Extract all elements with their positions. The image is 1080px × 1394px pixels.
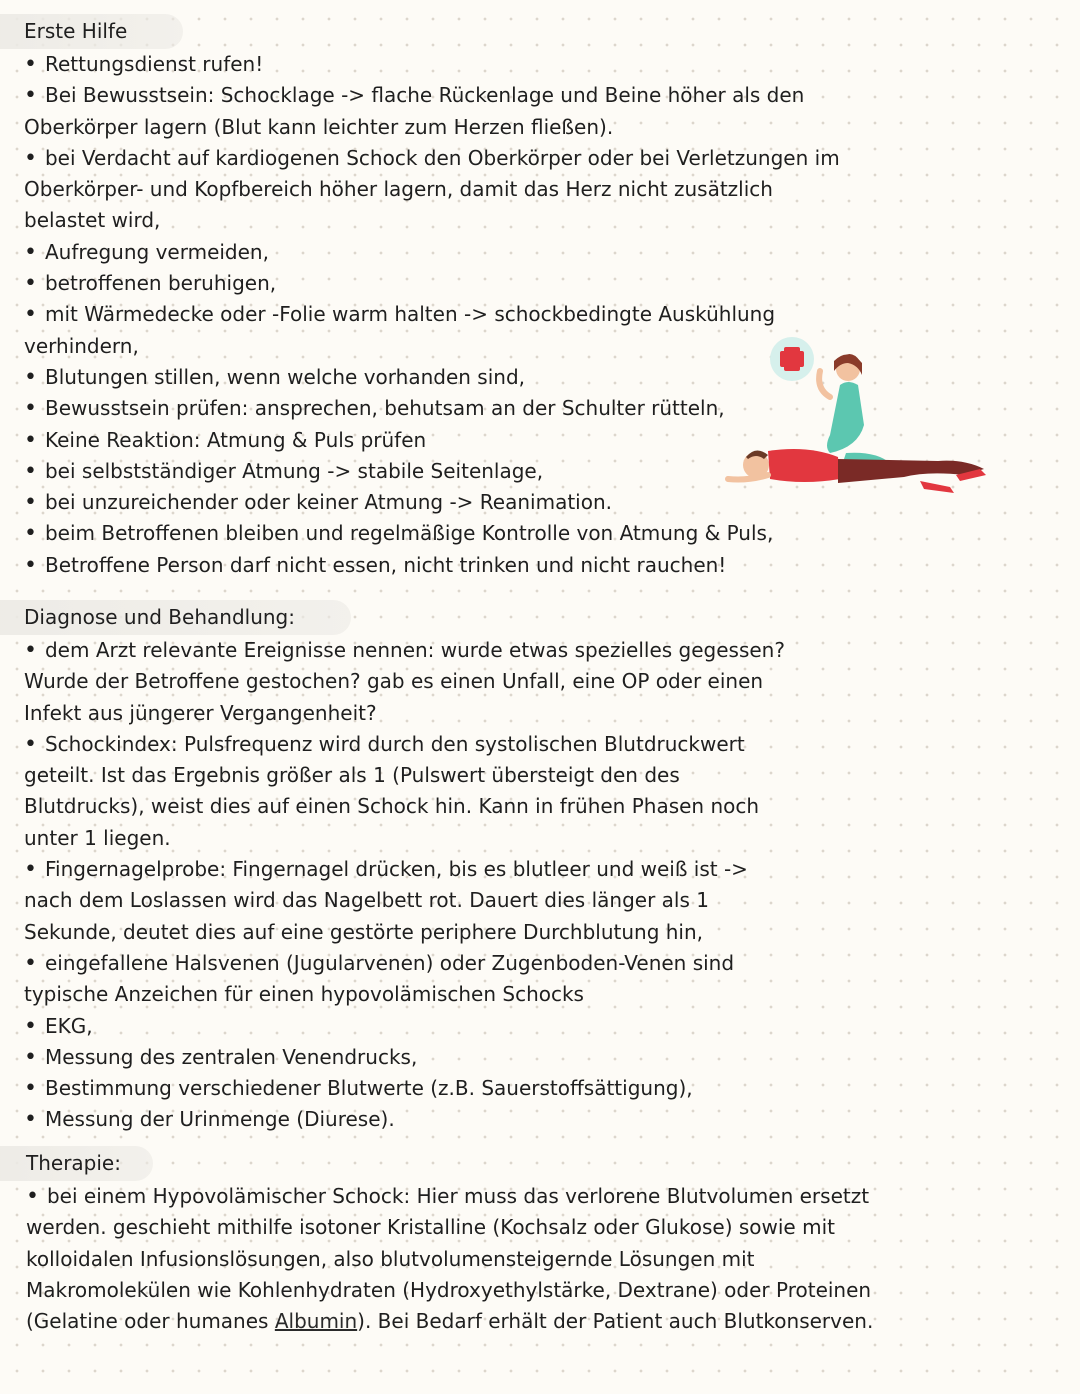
therapie-text <box>0 1181 873 1337</box>
list-item-continued: Sekunde, deutet dies auf eine gestörte periphere Durchblutung hin, <box>24 919 704 944</box>
list-item: • mit Wärmedecke oder -Folie warm halten -> schockbedingte Auskühlung <box>0 299 840 330</box>
first-aid-illustration <box>720 335 990 500</box>
erste-hilfe-text <box>0 49 840 581</box>
list-item-continued: geteilt. Ist das Ergebnis größer als 1 (Pulswert übersteigt den des <box>24 763 680 788</box>
list-item: • bei Verdacht auf kardiogenen Schock den Oberkörper oder bei Verletzungen im <box>0 143 840 174</box>
heading-erste-hilfe: Erste Hilfe <box>0 14 183 49</box>
list-item-continued: Wurde der Betroffene gestochen? gab es einen Unfall, eine OP oder einen <box>24 669 764 694</box>
list-item: • dem Arzt relevante Ereignisse nennen: wurde etwas spezielles gegessen? <box>0 635 785 666</box>
list-item: • Bewusstsein prüfen: ansprechen, behutsam an der Schulter rütteln, <box>0 393 840 424</box>
section-therapie <box>0 1146 873 1337</box>
list-item-continued <box>2 1306 873 1337</box>
list-item-continued: Infekt aus jüngerer Vergangenheit? <box>24 700 377 725</box>
list-item: • Rettungsdienst rufen! <box>0 49 840 80</box>
list-item: • bei unzureichender oder keiner Atmung -> Reanimation. <box>0 487 840 518</box>
list-item-continued: belastet wird, <box>24 208 161 233</box>
list-item: • Bestimmung verschiedener Blutwerte (z.B. Sauerstoffsättigung), <box>0 1073 785 1104</box>
list-item-continued: unter 1 liegen. <box>24 825 171 850</box>
list-item: • Fingernagelprobe: Fingernagel drücken, bis es blutleer und weiß ist -> <box>0 854 785 885</box>
section-erste-hilfe <box>0 14 840 581</box>
list-item: • betroffenen beruhigen, <box>0 268 840 299</box>
list-item-continued: Makromolekülen wie Kohlenhydraten (Hydroxyethylstärke, Dextrane) oder Proteinen <box>26 1277 872 1302</box>
heading-diagnose: Diagnose und Behandlung: <box>0 600 351 635</box>
albumin-link[interactable]: Albumin <box>274 1309 358 1334</box>
list-item-continued: kolloidalen Infusionslösungen, also blutvolumensteigernde Lösungen mit <box>26 1246 755 1271</box>
section-diagnose <box>0 600 785 1136</box>
list-item-continued: Oberkörper- und Kopfbereich höher lagern, damit das Herz nicht zusätzlich <box>24 177 773 202</box>
text-fragment: ). Bei Bedarf erhält der Patient auch Blutkonserven. <box>357 1309 874 1334</box>
list-item-continued: typische Anzeichen für einen hypovolämischen Schocks <box>24 982 584 1007</box>
list-item: • EKG, <box>0 1011 785 1042</box>
helper-person <box>819 354 890 471</box>
list-item: • Schockindex: Pulsfrequenz wird durch den systolischen Blutdruckwert <box>0 729 785 760</box>
list-item: • beim Betroffenen bleiben und regelmäßige Kontrolle von Atmung & Puls, <box>0 518 840 549</box>
list-item: • Blutungen stillen, wenn welche vorhanden sind, <box>0 362 840 393</box>
diagnose-text <box>0 635 785 1136</box>
list-item: • Aufregung vermeiden, <box>0 237 840 268</box>
list-item: • Keine Reaktion: Atmung & Puls prüfen <box>0 425 840 456</box>
list-item-continued: nach dem Loslassen wird das Nagelbett rot. Dauert dies länger als 1 <box>24 888 709 913</box>
list-item: • bei selbstständiger Atmung -> stabile Seitenlage, <box>0 456 840 487</box>
list-item: • eingefallene Halsvenen (Jugularvenen) oder Zugenboden-Venen sind <box>0 948 785 979</box>
list-item-continued: werden. geschieht mithilfe isotoner Kristalline (Kochsalz oder Glukose) sowie mit <box>26 1215 835 1240</box>
list-item-continued: Blutdrucks), weist dies auf einen Schock hin. Kann in frühen Phasen noch <box>24 794 760 819</box>
heading-therapie: Therapie: <box>0 1146 153 1181</box>
list-item: • Bei Bewusstsein: Schocklage -> flache Rückenlage und Beine höher als den <box>0 80 840 111</box>
first-aid-cross-icon <box>770 337 814 381</box>
list-item: • Messung der Urinmenge (Diurese). <box>0 1104 785 1135</box>
text-fragment: (Gelatine oder humanes <box>26 1309 275 1334</box>
list-item-continued: verhindern, <box>24 333 139 358</box>
list-item: • Betroffene Person darf nicht essen, nicht trinken und nicht rauchen! <box>0 550 840 581</box>
list-item-continued: Oberkörper lagern (Blut kann leichter zum Herzen fließen). <box>24 114 614 139</box>
list-item: • bei einem Hypovolämischer Schock: Hier muss das verlorene Blutvolumen ersetzt <box>2 1181 873 1212</box>
list-item: • Messung des zentralen Venendrucks, <box>0 1042 785 1073</box>
